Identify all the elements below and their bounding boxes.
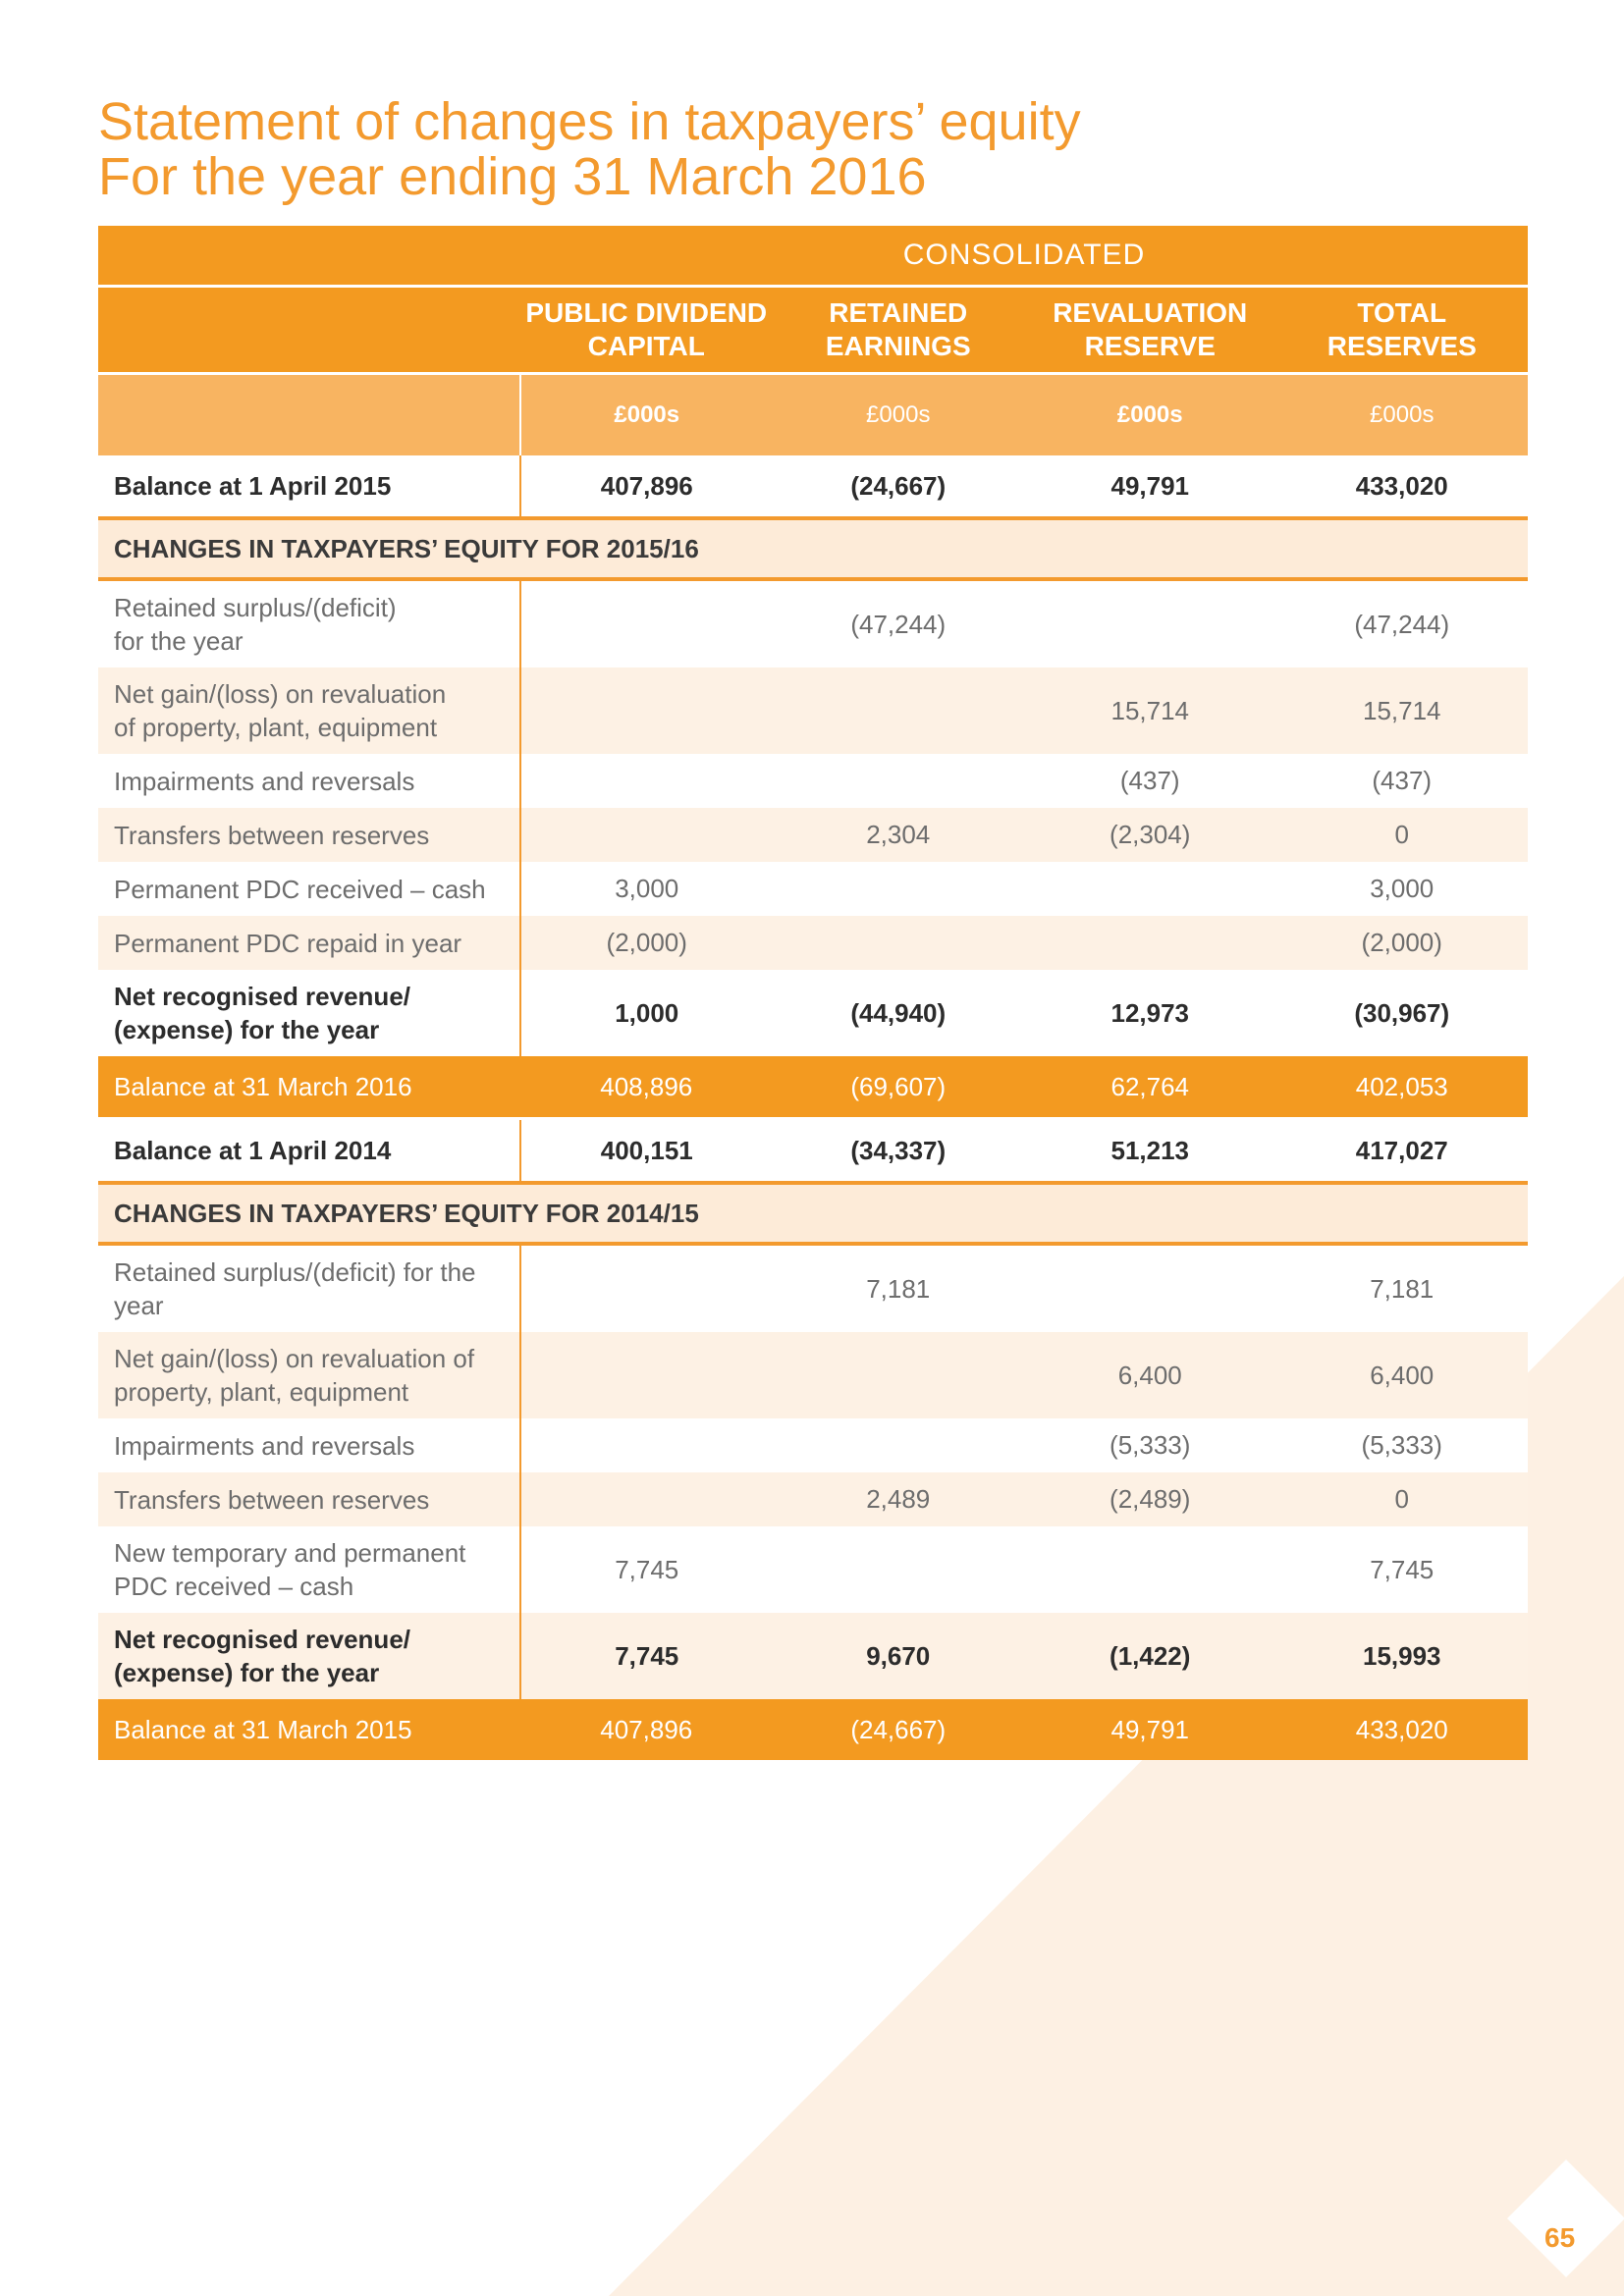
row-label: Impairments and reversals: [98, 754, 520, 808]
unit-label: £000s: [773, 374, 1025, 456]
row-label: Net recognised revenue/ (expense) for the year: [98, 970, 520, 1056]
cell-value: 6,400: [1024, 1332, 1276, 1418]
cell-value: 0: [1276, 808, 1529, 862]
cell-value: (44,940): [773, 970, 1025, 1056]
cell-value: 433,020: [1276, 1699, 1529, 1760]
table-row: [98, 579, 1528, 667]
cell-value: 3,000: [1276, 862, 1529, 916]
cell-value: (47,244): [773, 579, 1025, 667]
cell-value: [520, 1244, 773, 1332]
row-label: New temporary and permanent PDC received – cash: [98, 1526, 520, 1613]
row-label: Balance at 1 April 2015: [98, 455, 520, 518]
cell-value: (1,422): [1024, 1613, 1276, 1699]
row-label: Impairments and reversals: [98, 1418, 520, 1472]
cell-value: (30,967): [1276, 970, 1529, 1056]
row-label: Balance at 31 March 2016: [98, 1056, 520, 1119]
cell-value: (2,489): [1024, 1472, 1276, 1526]
cell-value: [520, 579, 773, 667]
cell-value: [1024, 1526, 1276, 1613]
cell-value: (5,333): [1024, 1418, 1276, 1472]
table-row: [98, 862, 1528, 916]
cell-value: 7,745: [1276, 1526, 1529, 1613]
cell-value: 408,896: [520, 1056, 773, 1119]
cell-value: 49,791: [1024, 1699, 1276, 1760]
cell-value: 6,400: [1276, 1332, 1529, 1418]
table-row: [98, 1244, 1528, 1332]
cell-value: 15,993: [1276, 1613, 1529, 1699]
column-header: TOTAL RESERVES: [1276, 287, 1529, 374]
unit-label: £000s: [520, 374, 773, 456]
cell-value: 0: [1276, 1472, 1529, 1526]
cell-value: 12,973: [1024, 970, 1276, 1056]
cell-value: [773, 1332, 1025, 1418]
cell-value: 7,181: [1276, 1244, 1529, 1332]
consolidated-header: CONSOLIDATED: [98, 226, 1528, 287]
column-header: PUBLIC DIVIDEND CAPITAL: [520, 287, 773, 374]
title-line-2: For the year ending 31 March 2016: [98, 147, 927, 206]
table-row: [98, 1418, 1528, 1472]
cell-value: 62,764: [1024, 1056, 1276, 1119]
cell-value: (5,333): [1276, 1418, 1529, 1472]
column-header: RETAINED EARNINGS: [773, 287, 1025, 374]
cell-value: 407,896: [520, 1699, 773, 1760]
table-row: [98, 1526, 1528, 1613]
row-label: Permanent PDC repaid in year: [98, 916, 520, 970]
section-title: CHANGES IN TAXPAYERS’ EQUITY FOR 2014/15: [98, 1183, 1528, 1244]
cell-value: (47,244): [1276, 579, 1529, 667]
page-number: 65: [1544, 2222, 1576, 2253]
cell-value: [773, 1418, 1025, 1472]
cell-value: 417,027: [1276, 1119, 1529, 1184]
cell-value: 1,000: [520, 970, 773, 1056]
page-title: [98, 94, 1081, 204]
table-row: [98, 808, 1528, 862]
row-label: Net gain/(loss) on revaluation of property, plant, equipment: [98, 667, 520, 754]
cell-value: (2,304): [1024, 808, 1276, 862]
table-row: [98, 1472, 1528, 1526]
column-header: REVALUATION RESERVE: [1024, 287, 1276, 374]
closing-balance-row: [98, 1699, 1528, 1760]
cell-value: (24,667): [773, 455, 1025, 518]
table-row: [98, 667, 1528, 754]
cell-value: [520, 1472, 773, 1526]
cell-value: 400,151: [520, 1119, 773, 1184]
cell-value: 402,053: [1276, 1056, 1529, 1119]
row-label: Balance at 31 March 2015: [98, 1699, 520, 1760]
cell-value: [520, 1332, 773, 1418]
section-header-row: [98, 1183, 1528, 1244]
table-row: [98, 754, 1528, 808]
cell-value: [1024, 862, 1276, 916]
row-label: Transfers between reserves: [98, 808, 520, 862]
cell-value: [520, 754, 773, 808]
cell-value: 7,181: [773, 1244, 1025, 1332]
cell-value: 9,670: [773, 1613, 1025, 1699]
cell-value: (2,000): [1276, 916, 1529, 970]
cell-value: (69,607): [773, 1056, 1025, 1119]
cell-value: 7,745: [520, 1526, 773, 1613]
net-recognised-row: [98, 1613, 1528, 1699]
cell-value: [520, 808, 773, 862]
cell-value: (24,667): [773, 1699, 1025, 1760]
cell-value: 49,791: [1024, 455, 1276, 518]
unit-label: £000s: [1024, 374, 1276, 456]
units-row: [98, 374, 1528, 456]
cell-value: 407,896: [520, 455, 773, 518]
net-recognised-row: [98, 970, 1528, 1056]
equity-table: [98, 226, 1528, 1760]
title-line-1: Statement of changes in taxpayers’ equity: [98, 92, 1081, 151]
page-number-diamond: [1507, 2160, 1624, 2277]
cell-value: (34,337): [773, 1119, 1025, 1184]
row-label: Permanent PDC received – cash: [98, 862, 520, 916]
section-header-row: [98, 518, 1528, 579]
cell-value: (2,000): [520, 916, 773, 970]
closing-balance-row: [98, 1056, 1528, 1119]
opening-balance-row: [98, 455, 1528, 518]
cell-value: (437): [1276, 754, 1529, 808]
row-label: Transfers between reserves: [98, 1472, 520, 1526]
column-header-blank: [98, 287, 520, 374]
row-label: Retained surplus/(deficit) for the year: [98, 579, 520, 667]
cell-value: 433,020: [1276, 455, 1529, 518]
cell-value: [773, 1526, 1025, 1613]
cell-value: 15,714: [1276, 667, 1529, 754]
cell-value: 3,000: [520, 862, 773, 916]
group-header-row: [98, 226, 1528, 287]
cell-value: 51,213: [1024, 1119, 1276, 1184]
cell-value: 7,745: [520, 1613, 773, 1699]
cell-value: (437): [1024, 754, 1276, 808]
opening-balance-row: [98, 1119, 1528, 1184]
units-blank: [98, 374, 520, 456]
table-row: [98, 1332, 1528, 1418]
cell-value: [520, 1418, 773, 1472]
cell-value: [520, 667, 773, 754]
cell-value: 2,489: [773, 1472, 1025, 1526]
column-header-row: [98, 287, 1528, 374]
cell-value: [1024, 1244, 1276, 1332]
cell-value: 15,714: [1024, 667, 1276, 754]
cell-value: [773, 916, 1025, 970]
page-number-badge: [1527, 2209, 1605, 2287]
section-title: CHANGES IN TAXPAYERS’ EQUITY FOR 2015/16: [98, 518, 1528, 579]
equity-table-container: [98, 226, 1528, 1760]
row-label: Net recognised revenue/ (expense) for the year: [98, 1613, 520, 1699]
cell-value: [1024, 579, 1276, 667]
cell-value: [773, 667, 1025, 754]
row-label: Net gain/(loss) on revaluation of property, plant, equipment: [98, 1332, 520, 1418]
cell-value: 2,304: [773, 808, 1025, 862]
cell-value: [773, 754, 1025, 808]
cell-value: [773, 862, 1025, 916]
row-label: Balance at 1 April 2014: [98, 1119, 520, 1184]
unit-label: £000s: [1276, 374, 1529, 456]
table-row: [98, 916, 1528, 970]
row-label: Retained surplus/(deficit) for the year: [98, 1244, 520, 1332]
cell-value: [1024, 916, 1276, 970]
